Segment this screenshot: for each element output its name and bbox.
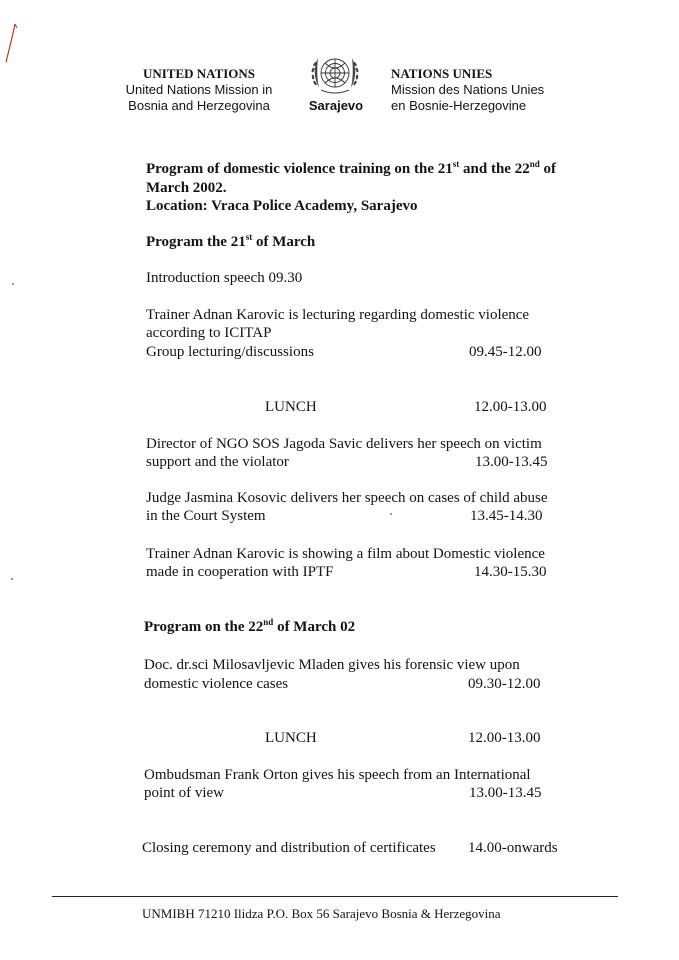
day1-intro: Introduction speech 09.30 [146,270,303,286]
day1-item4-line1: Trainer Adnan Karovic is showing a film about Domestic violence [146,546,545,562]
title-sup-1: st [452,159,460,169]
day2-closing-time: 14.00-onwards [468,840,558,856]
header-right-title: NATIONS UNIES [391,66,493,81]
day2-lunch-label: LUNCH [265,730,317,746]
title-text-2: and the 22 [459,161,530,177]
day1-heading [146,233,315,251]
header-left-title: UNITED NATIONS [142,66,256,81]
day2-item2-line1: Ombudsman Frank Orton gives his speech from an International [144,767,531,783]
day1-item1-time: 09.45-12.00 [469,344,542,360]
document-location: Location: Vraca Police Academy, Sarajevo [146,198,418,214]
scan-speck [12,283,14,285]
day2-heading-sup: nd [263,617,274,627]
day1-item1-line2: according to ICITAP [146,325,272,341]
day1-item3-line1: Judge Jasmina Kosovic delivers her speech on cases of child abuse [146,490,548,506]
day1-item3-time: 13.45-14.30 [470,508,543,524]
day1-item2-line1: Director of NGO SOS Jagoda Savic delivers her speech on victim [146,436,542,452]
header-right-line1: Mission des Nations Unies [391,82,545,97]
day2-item1-time: 09.30-12.00 [468,676,541,692]
day1-item1-line3: Group lecturing/discussions [146,344,314,360]
day2-item2-line2: point of view [144,785,224,801]
day1-lunch-label: LUNCH [265,399,317,415]
title-text-1: Program of domestic violence training on the 21 [146,161,453,177]
day2-heading [144,618,355,636]
day2-lunch-time: 12.00-13.00 [468,730,541,746]
day1-item4-line2: made in cooperation with IPTF [146,564,334,580]
day2-heading-text: Program on the 22 [144,619,264,635]
day2-item2-time: 13.00-13.45 [469,785,542,801]
day2-closing: Closing ceremony and distribution of certificates [142,840,436,856]
document-title-line2: March 2002. [146,180,227,196]
title-sup-2: nd [529,159,540,169]
footer-address: UNMIBH 71210 Ilidza P.O. Box 56 Sarajevo Bosnia & Herzegovina [142,906,501,921]
document-title-line1 [146,160,556,178]
header-left-block [110,66,288,114]
scan-speck [11,578,13,580]
header-right-block [391,66,571,114]
title-text-3: of [539,161,556,177]
scan-speck [390,513,392,515]
header-left-line2: Bosnia and Herzegovina [128,98,270,113]
day1-item2-line2: support and the violator [146,454,289,470]
day1-heading-text: Program the 21 [146,234,246,250]
day2-heading-text-2: of March 02 [273,619,356,635]
day1-lunch-time: 12.00-13.00 [474,399,547,415]
day2-item1-line2: domestic violence cases [144,676,289,692]
day1-heading-text-2: of March [252,234,316,250]
day1-item1-line1: Trainer Adnan Karovic is lecturing regarding domestic violence [146,307,530,323]
footer-divider [52,896,618,897]
header-left-line1: United Nations Mission in [125,82,273,97]
day1-item2-time: 13.00-13.45 [475,454,548,470]
day1-item4-time: 14.30-15.30 [474,564,547,580]
day2-item1-line1: Doc. dr.sci Milosavljevic Mladen gives his forensic view upon [144,657,520,673]
day1-item3-line2: in the Court System [146,508,266,524]
day1-heading-sup: st [245,232,253,242]
header-right-line2: en Bosnie-Herzegovine [391,98,527,113]
un-emblem-icon [307,50,363,98]
pen-mark [4,22,18,66]
header-city: Sarajevo [308,98,364,113]
